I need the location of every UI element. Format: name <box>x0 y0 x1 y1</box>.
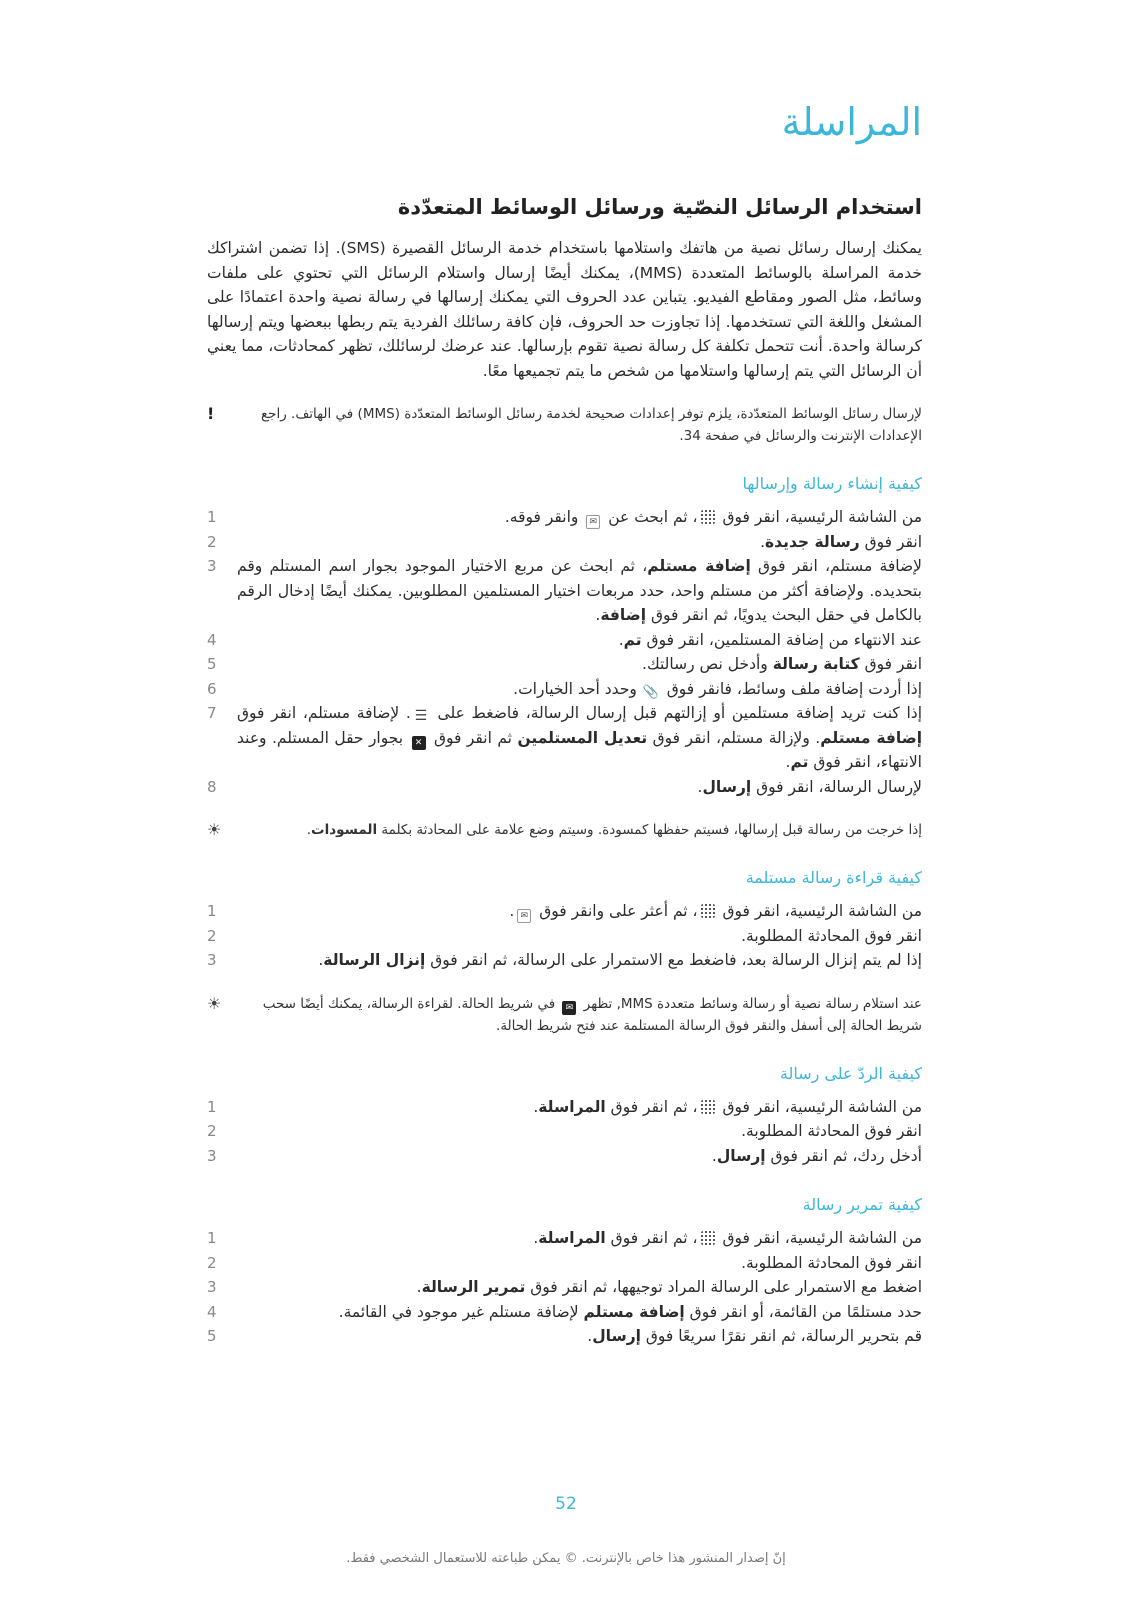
step-number: 3 <box>207 951 217 969</box>
step-bold: تم <box>623 630 642 649</box>
step-bold: كتابة رسالة <box>772 655 860 673</box>
create-message-steps <box>207 505 922 799</box>
step-text: وأدخل نص رسالتك. <box>642 655 773 673</box>
tip-bulb-icon: ☀ <box>207 820 222 839</box>
step-text: انقر فوق <box>859 655 922 673</box>
step-text: من الشاشة الرئيسية، انقر فوق <box>717 1097 922 1116</box>
step-text: من الشاشة الرئيسية، انقر فوق <box>717 1229 922 1247</box>
step-text: إذا كنت تريد إضافة مستلمين أو إزالتهم قبل إرسال الرسالة، فاضغط على <box>430 704 922 722</box>
step-bold: إرسال <box>592 1327 641 1345</box>
exclamation-icon: ! <box>207 404 215 423</box>
read-message-heading: كيفية قراءة رسالة مستلمة <box>745 868 922 887</box>
tip-text: عند استلام رسالة نصية أو رسالة وسائط متعددة MMS, تظهر <box>579 995 922 1012</box>
list-item <box>207 1275 922 1300</box>
list-item <box>207 1119 922 1144</box>
step-bold: تمرير الرسالة <box>421 1278 526 1296</box>
list-item <box>207 1300 922 1325</box>
apps-grid-icon <box>701 510 715 524</box>
list-item <box>207 1095 922 1120</box>
list-item <box>207 628 922 653</box>
step-text: اضغط مع الاستمرار على الرسالة المراد توجيهها، ثم انقر فوق <box>525 1278 922 1296</box>
step-bold: إضافة مستلم <box>583 1302 685 1321</box>
tip-text: . <box>306 822 312 838</box>
new-message-status-icon: ✉ <box>562 1001 576 1015</box>
step-text: ، ثم ابحث عن <box>603 508 698 526</box>
step-text: لإضافة مستلم، انقر فوق <box>750 557 922 575</box>
step-text: وانقر فوقه. <box>504 508 584 526</box>
list-item <box>207 1144 922 1169</box>
list-item <box>207 924 922 949</box>
intro-paragraph <box>207 236 922 383</box>
tip-text: إذا خرجت من رسالة قبل إرسالها، فسيتم حفظها كمسودة. وسيتم وضع علامة على المحادثة بكلمة <box>377 822 922 838</box>
step-text: لإرسال الرسالة، انقر فوق <box>751 777 922 796</box>
step-text: . <box>587 1327 593 1345</box>
step-number: 2 <box>207 1253 217 1272</box>
step-text: انقر فوق المحادثة المطلوبة. <box>741 1122 922 1140</box>
list-item <box>207 652 922 677</box>
tip-bulb-icon: ☀ <box>207 993 222 1013</box>
step-text: إذا أردت إضافة ملف وسائط، فانقر فوق <box>661 679 922 698</box>
step-text: حدد مستلمًا من القائمة، أو انقر فوق <box>684 1302 922 1321</box>
step-number: 2 <box>207 1122 217 1140</box>
mms-note <box>207 403 922 447</box>
step-text: ، ثم انقر فوق <box>605 1229 698 1247</box>
step-bold: إضافة <box>600 606 647 624</box>
step-bold: المراسلة <box>538 1229 606 1247</box>
step-bold: تعديل المستلمين <box>517 728 648 747</box>
step-number: 7 <box>207 704 217 722</box>
step-text: بجوار حقل المستلم. وعند الانتهاء، انقر فوق <box>237 728 922 771</box>
step-bold: المراسلة <box>538 1097 606 1116</box>
step-text: ثم انقر فوق <box>428 728 518 747</box>
messaging-icon: ✉ <box>517 909 531 923</box>
forward-message-steps <box>207 1226 922 1349</box>
step-number: 1 <box>207 1229 217 1247</box>
attachment-icon: 📎 <box>642 684 659 700</box>
step-text: قم بتحرير الرسالة، ثم انقر نقرًا سريعًا فوق <box>640 1327 922 1345</box>
remove-x-icon: ✕ <box>412 736 426 750</box>
step-bold: تم <box>790 753 809 771</box>
step-text: لإضافة مستلم غير موجود في القائمة. <box>338 1302 584 1321</box>
step-bold: إرسال <box>716 1146 766 1165</box>
list-item <box>207 775 922 800</box>
list-item <box>207 530 922 555</box>
step-bold: رسالة جديدة <box>765 532 860 551</box>
draft-tip-text <box>233 819 922 841</box>
step-number: 3 <box>207 1146 217 1165</box>
receive-tip <box>207 993 922 1037</box>
step-number: 8 <box>207 777 217 796</box>
step-text: إذا لم يتم إنزال الرسالة بعد، فاضغط مع الاستمرار على الرسالة، ثم انقر فوق <box>425 951 922 969</box>
step-number: 4 <box>207 630 217 649</box>
step-text: ، ثم ابحث عن مربع الاختيار الموجود بجوار اسم المستلم وقم بتحديده. ولإضافة أكثر من مستلم واحد، حدد مربعات اختيار المستلمين المطلوبين. يمكنك أيضًا إدخال الرقم بالكامل في حقل البحث يدويًا، ثم انقر فوق <box>237 557 922 624</box>
step-text: . ولإزالة مستلم، انقر فوق <box>647 728 821 747</box>
step-text: ، ثم انقر فوق <box>605 1097 698 1116</box>
tip-bold: المسودات <box>311 822 378 838</box>
list-item <box>207 1251 922 1276</box>
list-item <box>207 899 922 924</box>
section-heading: استخدام الرسائل النصّية ورسائل الوسائط المتعدّدة <box>397 195 922 219</box>
step-number: 2 <box>207 926 217 945</box>
step-number: 5 <box>207 1327 217 1345</box>
tip-text: في شريط الحالة. لقراءة الرسالة، يمكنك أيضًا سحب شريط الحالة إلى أسفل والنقر فوق الرسالة المستلمة عند فتح شريط الحالة. <box>262 995 922 1034</box>
receive-tip-text <box>233 993 922 1037</box>
step-text: وحدد أحد الخيارات. <box>513 679 642 698</box>
page-number: 52 <box>555 1494 577 1514</box>
step-bold: إضافة مستلم <box>820 728 923 747</box>
step-text: ، ثم أعثر على وانقر فوق <box>534 902 698 920</box>
mms-note-text: لإرسال رسائل الوسائط المتعدّدة، يلزم توفر إعدادات صحيحة لخدمة رسائل الوسائط المتعدّدة (MMS) في الهاتف. راجع الإعدادات الإنترنت والرسائل في صفحة 34. <box>260 406 922 444</box>
step-text: انقر فوق المحادثة المطلوبة. <box>741 1253 922 1272</box>
step-text: . لإضافة مستلم، انقر فوق <box>237 704 411 722</box>
step-number: 4 <box>207 1302 217 1321</box>
page-title: المراسلة <box>781 100 922 144</box>
list-item <box>207 1324 922 1349</box>
create-message-heading: كيفية إنشاء رسالة وإرسالها <box>742 474 922 493</box>
step-text: . <box>618 630 624 649</box>
step-number: 1 <box>207 508 217 526</box>
intro-text: يمكنك إرسال رسائل نصية من هاتفك واستلامها باستخدام خدمة الرسائل القصيرة (SMS). إذا تضمن اشتراكك خدمة المراسلة بالوسائط المتعددة (MMS)، يمكنك أيضًا إرسال واستلام الرسائل التي تحتوي على ملفات وسائط، مثل الصور ومقاطع الفيديو. يتباين عدد الحروف التي يمكنك إرسالها في رسالة نصية واحدة اعتمادًا على المشغل واللغة التي تستخدمها. إذا تجاوزت حد الحروف، فإن كافة رسائلك الفردية يتم ربطها ببعضها ويتم إرسالها كرسالة واحدة. أنت تتحمل تكلفة كل رسالة نصية تقوم بإرسالها. عند عرضك لرسائلك، تظهر كمحادثات، مما يعني أن الرسائل التي يتم إرسالها واستلامها من شخص ما يتم تجميعها معًا. <box>207 239 922 380</box>
step-text: أدخل ردك، ثم انقر فوق <box>765 1146 922 1165</box>
list-item <box>207 1226 922 1251</box>
step-text: . <box>533 1097 539 1116</box>
forward-message-heading: كيفية تمرير رسالة <box>802 1195 922 1214</box>
apps-grid-icon <box>701 904 715 918</box>
step-number: 1 <box>207 1097 217 1116</box>
step-number: 3 <box>207 1278 217 1296</box>
step-number: 1 <box>207 902 217 920</box>
step-number: 5 <box>207 655 217 673</box>
step-text: . <box>416 1278 422 1296</box>
list-item <box>207 948 922 973</box>
step-text: . <box>785 753 791 771</box>
messaging-icon: ✉ <box>586 515 600 529</box>
list-item <box>207 677 922 702</box>
step-text: . <box>509 902 515 920</box>
step-text: انقر فوق المحادثة المطلوبة. <box>741 926 922 945</box>
step-number: 3 <box>207 557 217 575</box>
step-bold: إرسال <box>702 777 752 796</box>
reply-message-heading: كيفية الردّ على رسالة <box>779 1063 922 1083</box>
apps-grid-icon <box>701 1231 715 1245</box>
step-text: . <box>595 606 601 624</box>
step-text: . <box>760 532 766 551</box>
apps-grid-icon <box>701 1100 715 1114</box>
main-content <box>207 192 922 1349</box>
step-text: . <box>711 1146 717 1165</box>
step-bold: إضافة مستلم <box>647 557 751 575</box>
footer-copyright: إنّ إصدار المنشور هذا خاص بالإنترنت. © يمكن طباعته للاستعمال الشخصي فقط. <box>346 1551 786 1566</box>
step-text: . <box>697 777 703 796</box>
step-bold: إنزال الرسالة <box>323 951 426 969</box>
step-text: . <box>318 951 324 969</box>
step-text: انقر فوق <box>859 532 922 551</box>
step-text: من الشاشة الرئيسية، انقر فوق <box>717 508 922 526</box>
read-message-steps <box>207 899 922 973</box>
step-text: عند الانتهاء من إضافة المستلمين، انقر فوق <box>641 630 922 649</box>
list-item <box>207 554 922 628</box>
step-text: من الشاشة الرئيسية، انقر فوق <box>717 902 922 920</box>
step-text: . <box>533 1229 539 1247</box>
step-number: 6 <box>207 679 217 698</box>
list-item <box>207 505 922 530</box>
step-number: 2 <box>207 532 217 551</box>
list-item <box>207 701 922 775</box>
menu-list-icon: ☰ <box>414 708 428 724</box>
draft-tip <box>207 819 922 841</box>
reply-message-steps <box>207 1095 922 1169</box>
